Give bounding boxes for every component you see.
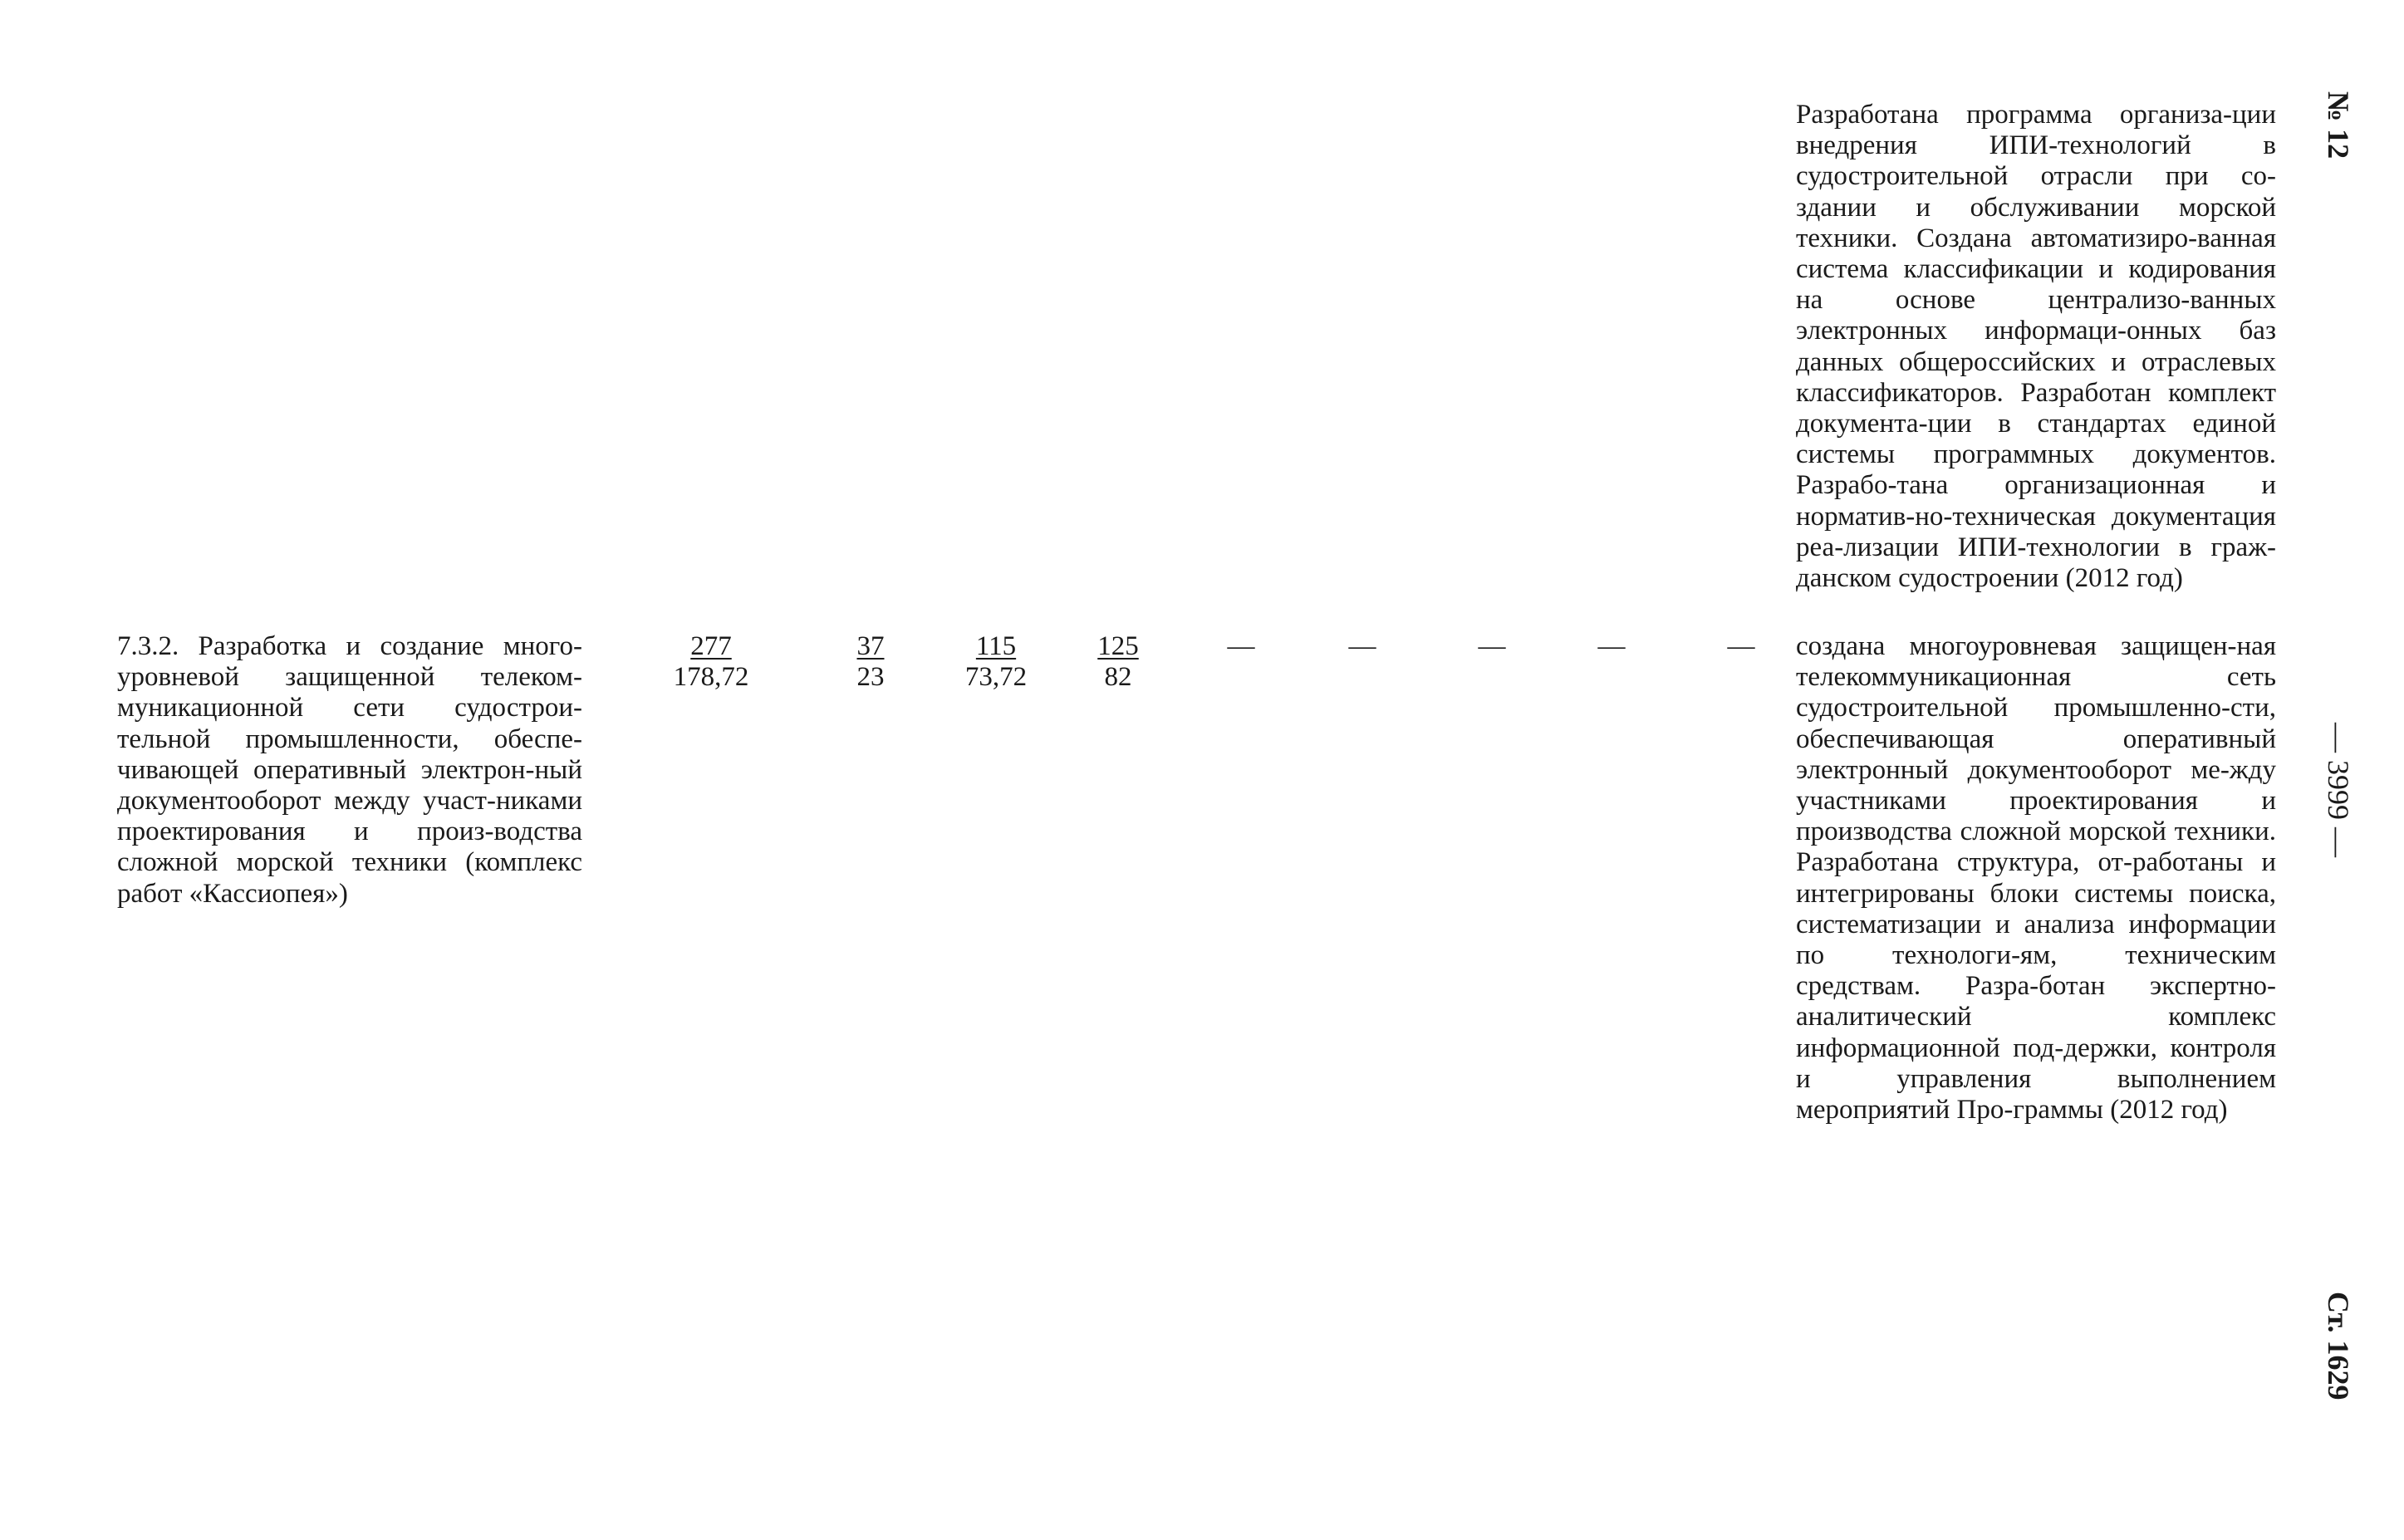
issue-number: № 12	[2322, 91, 2355, 159]
value-total-planned: 277	[690, 631, 732, 661]
value-total	[661, 631, 761, 693]
previous-row-result-text: Разработана программа организа-ции внедрения ИПИ-технологий в судостроительной отрасли при со-здании и обслуживании морской техники. Создана автоматизиро-ванная система классификации и кодирования на основе централизо-ванных электронных информаци-онных баз данных общероссийских и отраслевых классификаторов. Разработан комплект документа-ции в стандартах единой системы программных документов. Разрабо-тана организационная и норматив-но-техническая документация реа-лизации ИПИ-технологии в граж-данском судостроении (2012 год)	[1796, 100, 2276, 594]
article-number: Ст. 1629	[2322, 1292, 2355, 1400]
value-year-2-planned: 115	[975, 631, 1017, 661]
empty-cell-dash: —	[1348, 631, 1376, 661]
value-year-3-planned: 125	[1097, 631, 1139, 661]
empty-cell-dash: —	[1478, 631, 1506, 661]
value-total-actual: 178,72	[673, 662, 749, 693]
row-result-text: создана многоуровневая защищен-ная телекоммуникационная сеть судостроительной промышленно-сти, обеспечивающая оперативный электронный документооборот ме-жду участниками проектирования и производства сложной морской техники. Разработана структура, от-работаны и интегрированы блоки системы поиска, систематизации и анализа информации по технологи-ям, техническим средствам. Разра-ботан экспертно-аналитический комплекс информационной под-держки, контроля и управления выполнением мероприятий Про-граммы (2012 год)	[1796, 631, 2276, 1126]
value-year-2-actual: 73,72	[964, 662, 1028, 693]
item-description: 7.3.2. Разработка и создание много-уровневой защищенной телеком-муникационной сети судострои-тельной промышленности, обеспе-чивающей оперативный электрон-ный документооборот между участ-никами проектирования и произ-водства сложной морской техники (комплекс работ «Кассиопея»)	[117, 631, 582, 909]
value-year-1-planned: 37	[856, 631, 885, 661]
empty-cell-dash: —	[1597, 631, 1626, 661]
empty-cell-dash: —	[1727, 631, 1755, 661]
value-year-1	[837, 631, 904, 693]
value-year-1-actual: 23	[856, 662, 885, 693]
value-year-2	[950, 631, 1042, 693]
value-year-3-actual: 82	[1104, 662, 1132, 693]
page-number: — 3999 —	[2322, 723, 2355, 857]
empty-cell-dash: —	[1227, 631, 1255, 661]
value-year-3	[1085, 631, 1151, 693]
